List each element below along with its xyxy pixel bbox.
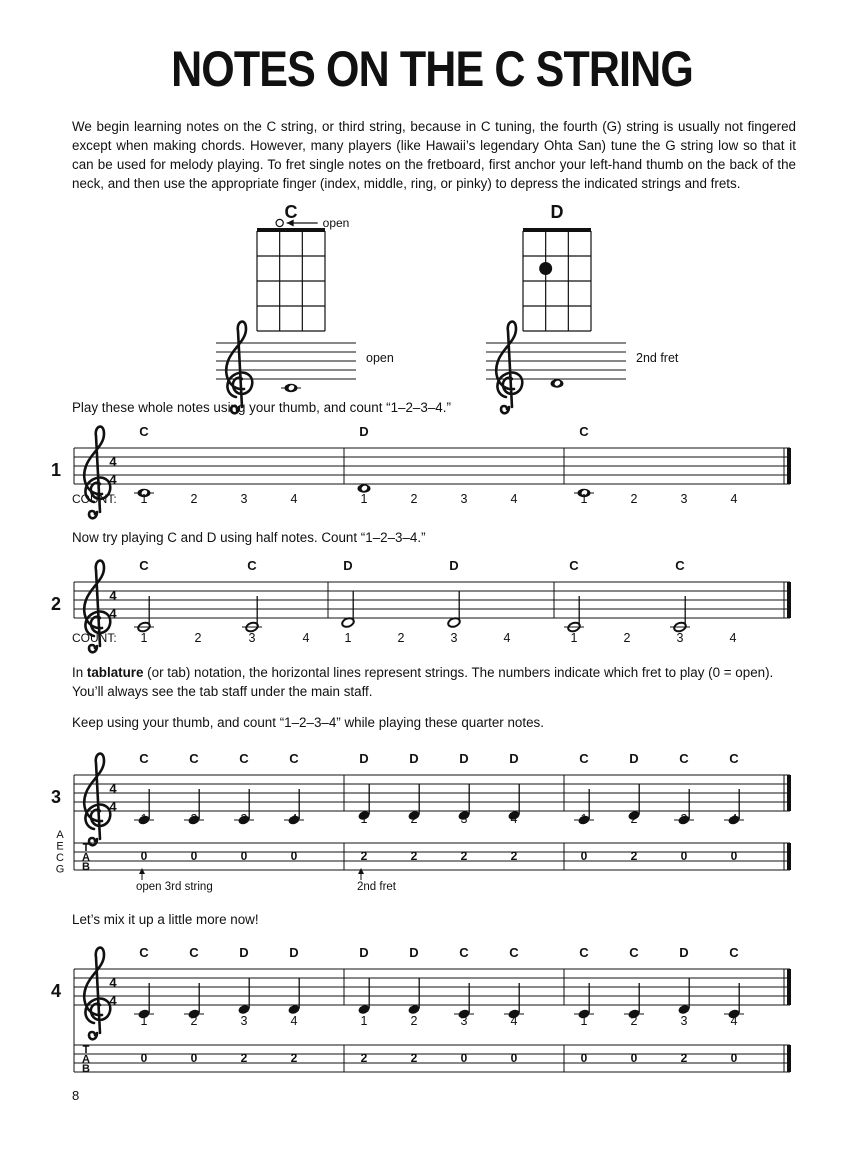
count-number: 3: [676, 631, 684, 645]
count-number: 3: [248, 631, 256, 645]
count-number: 4: [302, 631, 310, 645]
count-number: 4: [730, 492, 738, 506]
fret-diagram-c: [216, 202, 394, 413]
page-title: NOTES ON THE C STRING: [171, 41, 693, 97]
annotation-open-string: open 3rd string: [136, 881, 213, 893]
note-name: D: [359, 945, 369, 960]
note-name: C: [247, 558, 257, 573]
tab-fret-number: 0: [190, 1051, 198, 1065]
arrow-up-icon: [139, 868, 145, 874]
final-bar-thick: [787, 969, 791, 1005]
tab-final-thick: [787, 1045, 791, 1072]
note-name: C: [729, 945, 739, 960]
count-number: 2: [630, 492, 638, 506]
note-name: D: [629, 751, 639, 766]
count-number: 3: [450, 631, 458, 645]
tab-fret-number: 2: [460, 849, 468, 863]
count-number: 3: [240, 1014, 248, 1028]
count-number: 4: [730, 812, 738, 826]
tab-fret-number: 0: [680, 849, 688, 863]
tab-fret-number: 2: [630, 849, 638, 863]
tab-fret-number: 0: [580, 849, 588, 863]
count-number: 2: [410, 812, 418, 826]
note-name: C: [139, 945, 149, 960]
count-number: 4: [510, 812, 518, 826]
count-number: 3: [460, 812, 468, 826]
count-number: 1: [140, 631, 148, 645]
time-sig-bottom: 4: [109, 799, 117, 814]
note-name: D: [509, 751, 519, 766]
note-name: C: [139, 424, 149, 439]
note-name: C: [139, 751, 149, 766]
open-string-marker: [276, 219, 283, 226]
diagram-note-name: C: [284, 202, 298, 222]
note-name: C: [189, 945, 199, 960]
exercise-number: 3: [50, 787, 62, 807]
tab-fret-number: 0: [460, 1051, 468, 1065]
final-bar-thick: [787, 448, 791, 484]
count-number: 1: [360, 812, 368, 826]
tab-fret-number: 0: [290, 849, 298, 863]
note-name: C: [679, 751, 689, 766]
tab-fret-number: 0: [730, 849, 738, 863]
count-number: 4: [290, 1014, 298, 1028]
tab-letter: T: [82, 1044, 90, 1056]
string-name: E: [56, 840, 64, 853]
tab-fret-number: 0: [140, 1051, 148, 1065]
string-name: A: [56, 829, 64, 841]
time-sig-top: 4: [109, 588, 117, 603]
count-number: 3: [460, 1014, 468, 1028]
count-number: 1: [360, 1014, 368, 1028]
count-number: 1: [140, 812, 148, 826]
count-label: COUNT:: [72, 631, 117, 645]
tab-fret-number: 2: [680, 1051, 688, 1065]
tab-fret-number: 2: [410, 849, 418, 863]
note-name: D: [289, 945, 299, 960]
note-name: D: [409, 945, 419, 960]
note-name: C: [189, 751, 199, 766]
count-number: 2: [630, 812, 638, 826]
count-number: 4: [729, 631, 737, 645]
count-number: 2: [397, 631, 405, 645]
count-number: 4: [510, 1014, 518, 1028]
tab-letter: B: [82, 861, 90, 873]
staff-label: 2nd fret: [636, 351, 679, 365]
final-bar-thick: [787, 775, 791, 811]
note-name: C: [569, 558, 579, 573]
tab-letter: B: [82, 1063, 90, 1075]
count-number: 2: [630, 1014, 638, 1028]
tab-fret-number: 2: [290, 1051, 298, 1065]
time-sig-top: 4: [109, 454, 117, 469]
tab-para-post: (or tab) notation, the horizontal lines represent strings. The numbers indicate which fret to play (0 = open). You’ll always see the tab staff under the main staff.: [72, 665, 774, 699]
time-sig-bottom: 4: [109, 472, 117, 487]
tab-fret-number: 2: [360, 1051, 368, 1065]
count-number: 1: [140, 492, 148, 506]
exercise-number: 4: [50, 981, 62, 1001]
intro-paragraph: We begin learning notes on the C string, or third string, because in C tuning, the fourth (G) string is usually not fingered except when making chords. However, many players (like Hawaii’s legendary Ohta San) tune the G string low so that it can be used for melody playing. To fret single notes on the fretboard, first anchor your left-hand thumb on the back of the neck, and then use the appropriate finger (index, middle, ring, or pinky) to depress the indicated strings and frets.: [72, 119, 796, 191]
annotation-second-fret: 2nd fret: [357, 881, 396, 893]
tab-fret-number: 0: [510, 1051, 518, 1065]
tab-fret-number: 0: [630, 1051, 638, 1065]
count-number: 4: [290, 812, 298, 826]
tab-letter: T: [82, 842, 90, 854]
treble-clef-icon: [226, 322, 252, 414]
note-head: [285, 384, 298, 392]
note-name: C: [729, 751, 739, 766]
count-number: 1: [580, 492, 588, 506]
count-number: 3: [240, 492, 248, 506]
count-number: 2: [410, 492, 418, 506]
note-name: D: [343, 558, 353, 573]
exercise-2: [51, 558, 791, 652]
string-name: G: [55, 863, 65, 876]
note-name: D: [239, 945, 249, 960]
count-number: 1: [140, 1014, 148, 1028]
time-sig-bottom: 4: [109, 993, 117, 1008]
count-number: 2: [190, 812, 198, 826]
count-number: 4: [730, 1014, 738, 1028]
final-bar-thick: [787, 582, 791, 618]
exercise-1: [51, 424, 791, 518]
tab-para-pre: In: [72, 665, 87, 680]
count-number: 1: [580, 1014, 588, 1028]
tab-letter: A: [82, 1053, 90, 1066]
time-sig-bottom: 4: [109, 606, 117, 621]
note-name: C: [675, 558, 685, 573]
note-head: [551, 379, 564, 387]
note-name: D: [449, 558, 459, 573]
count-number: 2: [194, 631, 202, 645]
time-sig-top: 4: [109, 975, 117, 990]
string-name: C: [56, 852, 64, 864]
count-label: COUNT:: [72, 492, 117, 506]
tab-final-thick: [787, 843, 791, 870]
count-number: 3: [680, 812, 688, 826]
note-name: D: [679, 945, 689, 960]
count-number: 2: [410, 1014, 418, 1028]
exercise-3: [51, 751, 791, 876]
tab-fret-number: 2: [410, 1051, 418, 1065]
count-number: 2: [190, 492, 198, 506]
exercise-number: 1: [50, 460, 62, 480]
note-name: C: [239, 751, 249, 766]
note-name: C: [459, 945, 469, 960]
tab-annotations: [136, 868, 397, 893]
note-name: D: [359, 424, 369, 439]
count-number: 4: [510, 492, 518, 506]
tab-fret-number: 2: [510, 849, 518, 863]
count-number: 2: [190, 1014, 198, 1028]
tab-fret-number: 0: [580, 1051, 588, 1065]
note-name: C: [579, 751, 589, 766]
count-number: 3: [240, 812, 248, 826]
count-number: 3: [680, 492, 688, 506]
count-number: 1: [570, 631, 578, 645]
note-name: D: [459, 751, 469, 766]
note-name: C: [289, 751, 299, 766]
note-name: C: [579, 945, 589, 960]
instruction-ex2: Now try playing C and D using half notes. Count “1–2–3–4.”: [72, 530, 426, 545]
note-name: D: [409, 751, 419, 766]
time-sig-top: 4: [109, 781, 117, 796]
tab-fret-number: 0: [140, 849, 148, 863]
count-number: 1: [580, 812, 588, 826]
tab-fret-number: 2: [360, 849, 368, 863]
arrow-label: open: [322, 216, 350, 230]
tab-fret-number: 2: [240, 1051, 248, 1065]
treble-clef-icon: [496, 322, 522, 414]
count-number: 3: [460, 492, 468, 506]
fret-diagram-d: [486, 202, 679, 413]
note-name: C: [629, 945, 639, 960]
note-name: C: [509, 945, 519, 960]
count-number: 3: [680, 1014, 688, 1028]
instruction-ex3: Keep using your thumb, and count “1–2–3–4” while playing these quarter notes.: [72, 715, 544, 730]
count-number: 1: [344, 631, 352, 645]
staff-label: open: [366, 351, 394, 365]
treble-clef-icon: [84, 754, 110, 846]
instruction-ex4: Let’s mix it up a little more now!: [72, 912, 259, 927]
tab-para-bold: tablature: [86, 665, 144, 680]
diagram-note-name: D: [550, 202, 564, 222]
tab-fret-number: 0: [240, 849, 248, 863]
count-number: 2: [623, 631, 631, 645]
note-name: D: [359, 751, 369, 766]
count-number: 1: [360, 492, 368, 506]
note-name: C: [139, 558, 149, 573]
count-number: 4: [503, 631, 511, 645]
tab-fret-number: 0: [730, 1051, 738, 1065]
instruction-ex1: Play these whole notes using your thumb, and count “1–2–3–4.”: [72, 400, 451, 415]
tab-fret-number: 0: [190, 849, 198, 863]
tab-letter: A: [82, 851, 90, 864]
finger-dot: [539, 262, 552, 275]
exercise-4: [51, 945, 791, 1075]
count-number: 4: [290, 492, 298, 506]
treble-clef-icon: [84, 948, 110, 1040]
note-name: C: [579, 424, 589, 439]
arrow-up-icon: [358, 868, 364, 874]
page-number: 8: [72, 1088, 80, 1103]
exercise-number: 2: [50, 594, 62, 614]
